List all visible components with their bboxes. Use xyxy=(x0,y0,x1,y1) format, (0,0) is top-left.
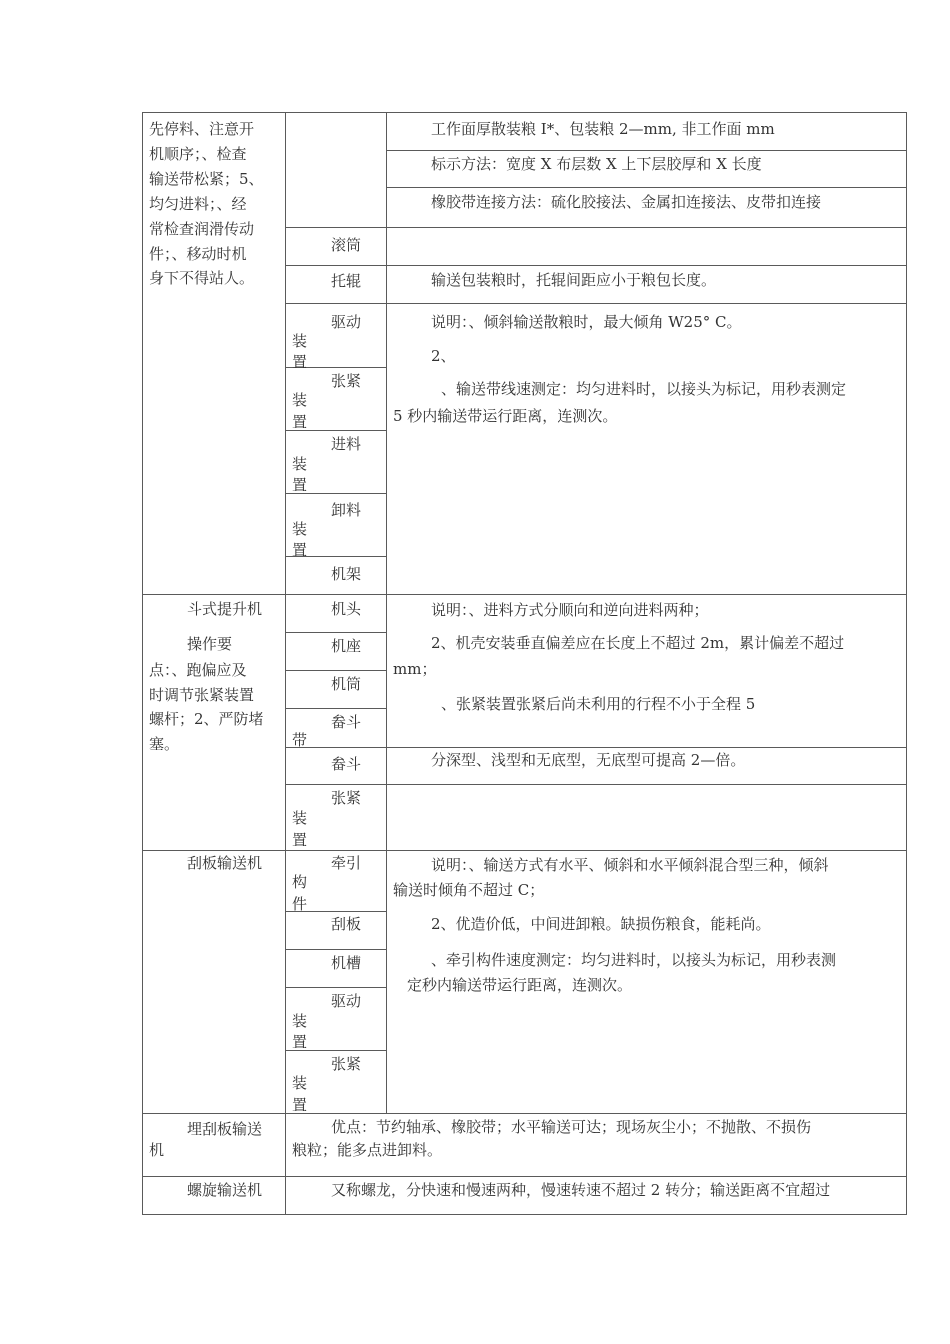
row-sep xyxy=(285,747,907,748)
row-sep xyxy=(285,632,386,633)
scraper-description: 定秒内输送带运行距离，连测次。 xyxy=(407,976,633,994)
part-tension: 张紧 xyxy=(331,1055,362,1073)
bucket-description: 说明：、进料方式分顺向和逆向进料两种； xyxy=(431,601,709,619)
row-sep xyxy=(285,227,907,228)
scraper-description: 说明：、输送方式有水平、倾斜和水平倾斜混合型三种，倾斜 xyxy=(431,856,829,874)
bucket-note-line: 操作要 xyxy=(187,635,233,653)
bucket-description: mm； xyxy=(393,660,437,678)
part-traction: 构 xyxy=(292,873,308,891)
belt-description: 说明：、倾斜输送散粮时，最大倾角 W25° C。 xyxy=(431,313,742,331)
part-frame: 机架 xyxy=(331,565,362,583)
part-trough: 机槽 xyxy=(331,954,362,972)
part-tension: 装 xyxy=(292,391,308,409)
belt-joining: 橡胶带连接方法：硫化胶接法、金属扣连接法、皮带扣连接 xyxy=(431,193,822,211)
belt-note-line: 身下不得站人。 xyxy=(149,269,255,287)
scraper-description: 、牵引构件速度测定：均匀进料时，以接头为标记，用秒表测 xyxy=(431,951,837,969)
bucket-elevator-title: 斗式提升机 xyxy=(187,600,263,618)
belt-thickness: 工作面厚散装粮 I*、包装粮 2—mm, 非工作面 mm xyxy=(431,120,775,138)
belt-description: 2、 xyxy=(431,347,456,365)
part-idler: 托辊 xyxy=(331,272,362,290)
buried-advantages: 优点：节约轴承、橡胶带；水平输送可达；现场灰尘小；不抛散、不损伤 xyxy=(331,1118,812,1136)
section-sep-screw xyxy=(142,1176,907,1177)
part-barrel: 机筒 xyxy=(331,675,362,693)
scraper-conveyor-title: 刮板输送机 xyxy=(187,854,263,872)
row-sep xyxy=(285,784,907,785)
part-drive: 装 xyxy=(292,332,308,350)
buried-scraper-title: 埋刮板输送 xyxy=(187,1120,263,1138)
table-border-bottom xyxy=(142,1214,907,1215)
row-sep xyxy=(285,987,386,988)
part-tension: 置 xyxy=(292,1096,308,1114)
part-tension: 张紧 xyxy=(331,372,362,390)
row-sep xyxy=(285,265,907,266)
belt-note-line: 均匀进料；、经 xyxy=(149,195,247,213)
buried-scraper-title: 机 xyxy=(149,1141,165,1159)
part-feed: 置 xyxy=(292,476,308,494)
belt-note-line: 机顺序；、检查 xyxy=(149,145,247,163)
part-unload: 卸料 xyxy=(331,501,362,519)
idler-note: 输送包装粮时，托辊间距应小于粮包长度。 xyxy=(431,271,717,289)
part-drive: 置 xyxy=(292,353,308,371)
buried-advantages: 粮粒；能多点进卸料。 xyxy=(292,1141,443,1159)
bucket-description: 2、机壳安装垂直偏差应在长度上不超过 2m，累计偏差不超过 xyxy=(431,634,845,652)
part-tension: 张紧 xyxy=(331,789,362,807)
col-divider-2 xyxy=(386,112,387,1114)
bucket-types: 分深型、浅型和无底型，无底型可提高 2—倍。 xyxy=(431,751,746,769)
part-bucket-belt: 带 xyxy=(292,731,308,749)
section-sep-buried xyxy=(142,1113,907,1114)
belt-note-line: 件；、移动时机 xyxy=(149,245,247,263)
part-feed: 装 xyxy=(292,455,308,473)
part-tension: 置 xyxy=(292,831,308,849)
belt-description: 5 秒内输送带运行距离，连测次。 xyxy=(393,407,618,425)
bucket-note-line: 塞。 xyxy=(149,735,180,753)
belt-note-line: 先停料、注意开 xyxy=(149,120,255,138)
bucket-note-line: 点：、跑偏应及 xyxy=(149,661,247,679)
row-sep xyxy=(386,150,907,151)
belt-notation: 标示方法：宽度 X 布层数 X 上下层胶厚和 X 长度 xyxy=(431,155,762,173)
scraper-description: 2、优造价低，中间进卸粮。缺损伤粮食，能耗尚。 xyxy=(431,915,771,933)
part-traction: 件 xyxy=(292,895,308,913)
row-sep xyxy=(285,670,386,671)
belt-description: 、输送带线速测定：均匀进料时，以接头为标记，用秒表测定 xyxy=(441,380,847,398)
bucket-description: 、张紧装置张紧后尚未利用的行程不小于全程 5 xyxy=(441,695,756,713)
part-bucket: 畚斗 xyxy=(331,755,362,773)
part-drive: 置 xyxy=(292,1033,308,1051)
part-unload: 装 xyxy=(292,520,308,538)
table-border-left xyxy=(142,112,143,1215)
part-unload: 置 xyxy=(292,541,308,559)
bucket-note-line: 时调节张紧装置 xyxy=(149,686,255,704)
screw-conveyor-title: 螺旋输送机 xyxy=(187,1181,263,1199)
row-sep xyxy=(285,708,386,709)
table-border-top xyxy=(142,112,907,113)
part-tension: 装 xyxy=(292,809,308,827)
part-head: 机头 xyxy=(331,600,362,618)
row-sep xyxy=(285,949,386,950)
part-drive: 装 xyxy=(292,1012,308,1030)
row-sep xyxy=(386,187,907,188)
part-traction: 牵引 xyxy=(331,854,362,872)
part-tension: 置 xyxy=(292,413,308,431)
section-sep-scraper xyxy=(142,850,907,851)
bucket-note-line: 螺杆；2、严防堵 xyxy=(149,710,264,728)
part-base: 机座 xyxy=(331,637,362,655)
section-sep-bucket xyxy=(142,594,907,595)
part-drive: 驱动 xyxy=(331,992,362,1010)
part-tension: 装 xyxy=(292,1074,308,1092)
part-feed: 进料 xyxy=(331,435,362,453)
part-drive: 驱动 xyxy=(331,313,362,331)
scraper-description: 输送时倾角不超过 C； xyxy=(393,881,545,899)
part-bucket-belt: 畚斗 xyxy=(331,713,362,731)
screw-description: 又称螺龙，分快速和慢速两种，慢速转速不超过 2 转分；输送距离不宜超过 xyxy=(331,1181,831,1199)
belt-note-line: 常检查润滑传动 xyxy=(149,220,255,238)
part-scraper: 刮板 xyxy=(331,915,362,933)
part-drum: 滚筒 xyxy=(331,236,362,254)
table-border-right xyxy=(906,112,907,1215)
belt-note-line: 输送带松紧；5、 xyxy=(149,170,264,188)
row-sep xyxy=(285,303,907,304)
